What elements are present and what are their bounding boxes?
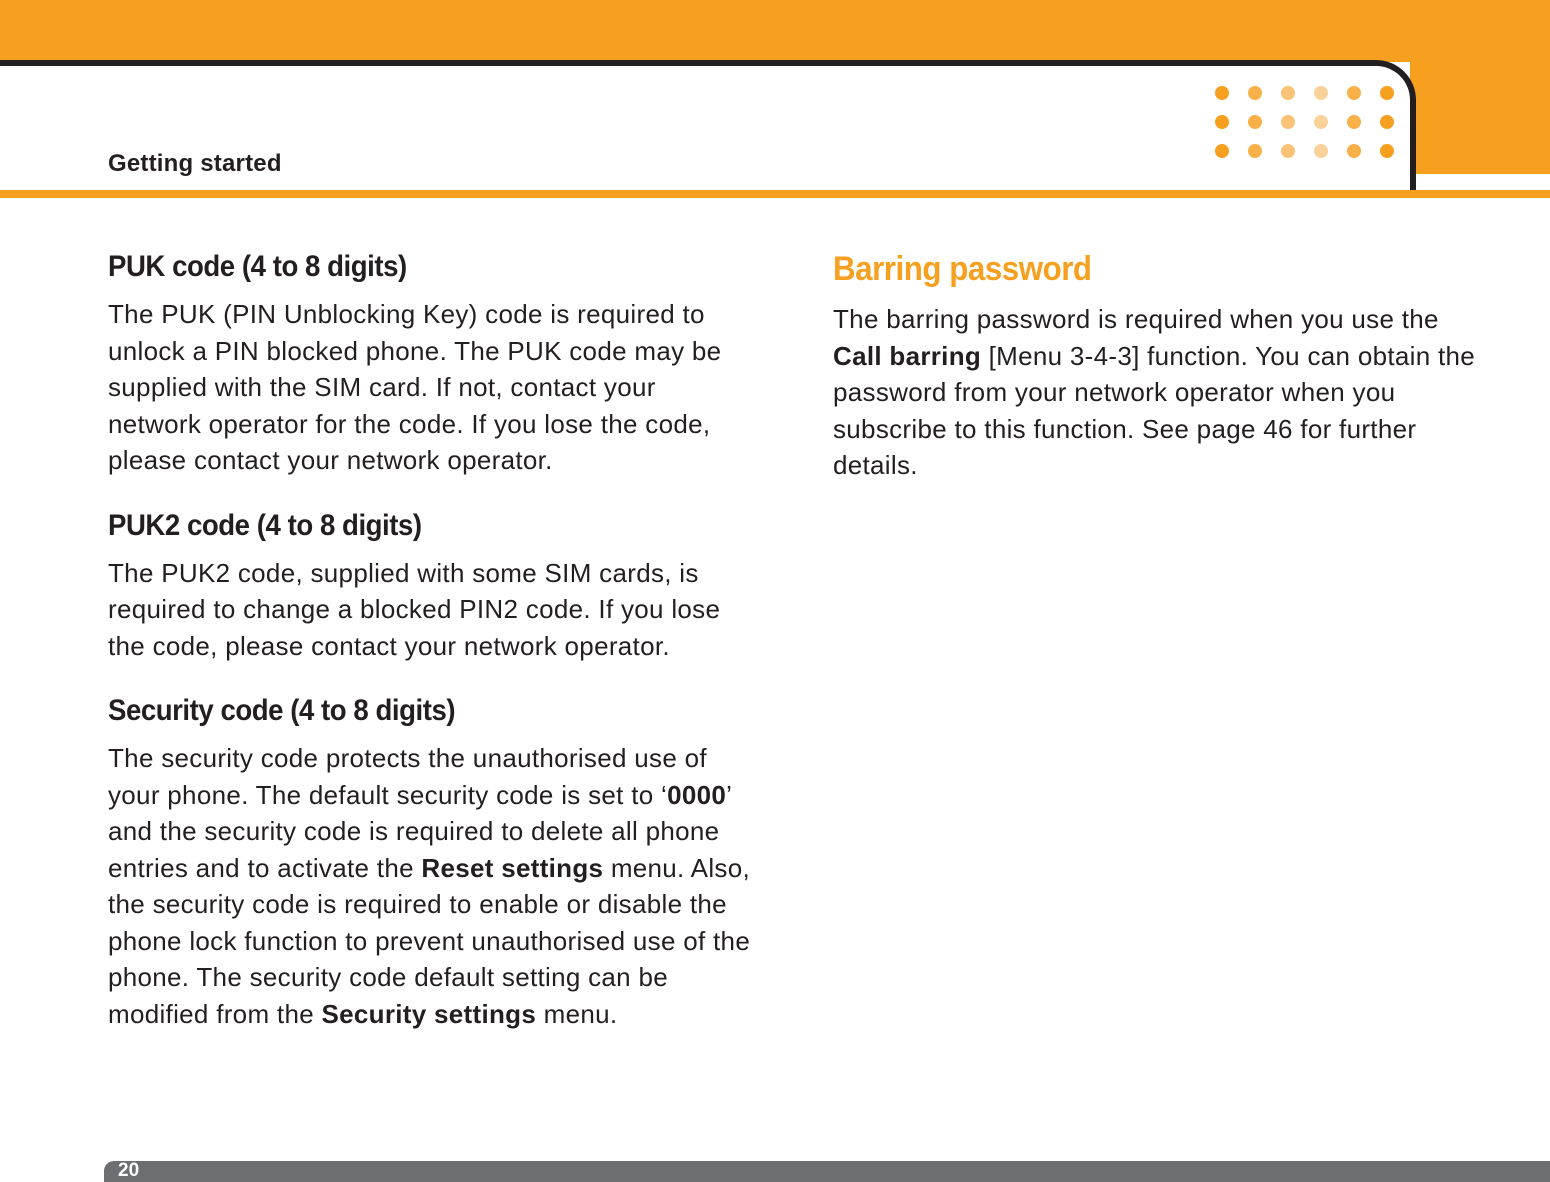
text-run: the security code is required to enable or disable the [108, 889, 727, 919]
text-run: menu. [536, 998, 618, 1029]
section-heading: Barring password [833, 250, 1092, 288]
section-heading: PUK2 code (4 to 8 digits) [108, 508, 422, 542]
text-run: The security code protects the unauthorised use of [108, 743, 707, 773]
footer-bar [104, 1161, 1550, 1182]
decorative-dot [1347, 86, 1361, 100]
text-run: subscribe to this function. See page 46 for further [833, 413, 1417, 444]
bold-term: Reset settings [421, 852, 604, 883]
text-run: phone. The security code default setting can be [108, 962, 668, 992]
text-run: unlock a PIN blocked phone. The PUK code may be [108, 335, 722, 366]
decorative-dot [1347, 115, 1361, 129]
decorative-dot [1248, 86, 1262, 100]
text-run: entries and to activate the [108, 852, 422, 883]
decorative-dot [1314, 115, 1328, 129]
text-run: password from your network operator when you [833, 377, 1396, 407]
right-column [833, 250, 1493, 514]
text-run: required to change a blocked PIN2 code. If you lose [108, 594, 721, 624]
bold-term: Call barring [833, 340, 982, 371]
text-run: network operator for the code. If you lose the code, [108, 408, 711, 439]
left-column [108, 250, 768, 1062]
section-body [108, 296, 768, 479]
decorative-dot [1281, 144, 1295, 158]
decorative-dot [1380, 86, 1394, 100]
section-title: Getting started [108, 150, 282, 177]
page-number: 20 [118, 1160, 140, 1181]
text-run: The PUK (PIN Unblocking Key) code is required to [108, 299, 705, 329]
section-heading: Security code (4 to 8 digits) [108, 694, 456, 727]
page-header [0, 0, 1550, 200]
section-body [833, 301, 1493, 484]
decorative-dot [1215, 86, 1229, 100]
decorative-dot-grid [1215, 86, 1395, 162]
section-body [108, 740, 768, 1032]
decorative-dot [1380, 144, 1394, 158]
text-run: The PUK2 code, supplied with some SIM cards, is [108, 557, 699, 588]
section-body [108, 555, 768, 665]
decorative-dot [1281, 115, 1295, 129]
text-run: phone lock function to prevent unauthorised use of the [108, 925, 751, 956]
header-orange-band [0, 0, 1550, 62]
decorative-dot [1314, 144, 1328, 158]
text-run: ’ [726, 779, 733, 810]
decorative-dot [1281, 86, 1295, 100]
decorative-dot [1347, 144, 1361, 158]
text-run: supplied with the SIM card. If not, contact your [108, 372, 656, 402]
text-run: please contact your network operator. [108, 445, 553, 475]
bold-term: Security settings [321, 998, 537, 1029]
decorative-dot [1215, 144, 1229, 158]
text-run: the code, please contact your network operator. [108, 630, 670, 661]
decorative-dot [1248, 115, 1262, 129]
decorative-dot [1314, 86, 1328, 100]
header-rule [0, 190, 1550, 198]
text-run: and the security code is required to delete all phone [108, 816, 720, 846]
text-run: [Menu 3-4-3] function. You can obtain the [981, 340, 1476, 371]
decorative-dot [1248, 144, 1262, 158]
decorative-dot [1380, 115, 1394, 129]
text-run: your phone. The default security code is set to ‘ [108, 779, 668, 810]
text-run: menu. Also, [603, 852, 750, 883]
section-heading: PUK code (4 to 8 digits) [108, 250, 407, 283]
decorative-dot [1215, 115, 1229, 129]
bold-term: 0000 [667, 779, 727, 810]
text-run: The barring password is required when you use the [833, 304, 1439, 334]
header-orange-tab [1410, 0, 1550, 174]
text-run: modified from the [108, 998, 322, 1029]
text-run: details. [833, 450, 918, 480]
